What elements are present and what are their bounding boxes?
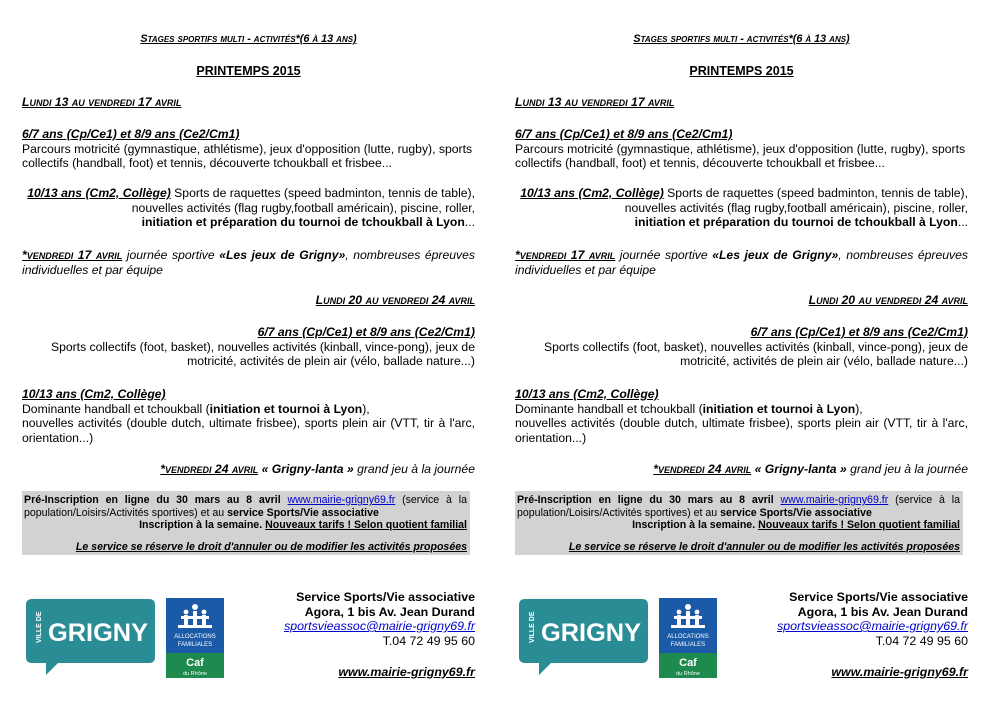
contact-address: Agora, 1 bis Av. Jean Durand (797, 604, 968, 619)
info-line2-b: . (752, 519, 759, 532)
website-link[interactable]: www.mairie-grigny69.fr (831, 665, 968, 679)
week2-special-date: *vendredi 24 avril (160, 462, 259, 476)
website-link[interactable]: www.mairie-grigny69.fr (338, 665, 475, 679)
caf-line2: FAMILIALES (177, 642, 213, 648)
week1-group-b (22, 186, 475, 230)
season-title: PRINTEMPS 2015 (689, 64, 794, 78)
week1-group-b (515, 186, 968, 230)
contact-email-link[interactable]: sportsvieassoc@mairie-grigny69.fr (777, 619, 968, 633)
caf-region: du Rhône (676, 671, 700, 677)
week1-special-text: , nombreuses épreuves individuelles et par équipe (22, 248, 475, 277)
info-line1-rest: (service à la population/Loisirs/Activités sportives) et au (24, 494, 467, 519)
info-line2-a: Inscription à la semaine (632, 519, 753, 532)
week2-group-b (22, 387, 475, 445)
week1-group-b-bold: initiation et préparation du tournoi de tchoukball à Lyon (634, 215, 958, 230)
caf-region: du Rhône (183, 671, 207, 677)
registration-box (515, 491, 963, 555)
week1-group-b-title: 10/13 ans (Cm2, Collège) (27, 186, 171, 200)
week1-group-a (515, 127, 968, 171)
header-title: Stages sportifs multi - activités*(6 à 13 ans) (140, 33, 357, 45)
registration-box (22, 491, 470, 555)
week1-group-b-title: 10/13 ans (Cm2, Collège) (520, 186, 664, 200)
week2-group-b-text2: ), (855, 401, 863, 416)
week2-title: Lundi 20 au vendredi 24 avril (808, 293, 968, 307)
week2-title: Lundi 20 au vendredi 24 avril (315, 293, 475, 307)
week2-special-event: « Grigny-lanta » (751, 462, 847, 476)
info-disclaimer: Le service se réserve le droit d'annuler ou de modifier les activités proposées (75, 540, 467, 553)
week2-group-a (22, 325, 475, 369)
info-line1-bold: Pré-Inscription en ligne du 30 mars au 8 avril (517, 494, 781, 506)
contact-phone: T.04 72 49 95 60 (875, 633, 968, 648)
week2-group-b-title: 10/13 ans (Cm2, Collège) (22, 387, 166, 401)
caf-name: Caf (186, 657, 204, 669)
flyer-left (22, 0, 475, 701)
contact-phone: T.04 72 49 95 60 (382, 633, 475, 648)
week1-special (515, 248, 968, 277)
week1-group-a (22, 127, 475, 171)
week2-special-date: *vendredi 24 avril (653, 462, 752, 476)
flyer-right (515, 0, 968, 701)
contact-address: Agora, 1 bis Av. Jean Durand (304, 604, 475, 619)
week1-group-a-title: 6/7 ans (Cp/Ce1) et 8/9 ans (Ce2/Cm1) (515, 127, 733, 141)
week2-group-a-text: Sports collectifs (foot, basket), nouvelles activités (kinball, vince-pong), jeux de motricité, activités de plein air (vélo, ballade nature...) (543, 339, 968, 369)
week1-special-event: «Les jeux de Grigny» (712, 248, 839, 262)
week1-group-a-text: Parcours motricité (gymnastique, athlétisme), jeux d'opposition (lutte, rugby), sports collectifs (handball, foot) et tennis, découverte tchoukball et frisbee... (22, 141, 473, 171)
info-line1-rest: (service à la population/Loisirs/Activités sportives) et au (517, 494, 960, 519)
contact-name: Service Sports/Vie associative (296, 590, 475, 604)
week2-group-b-text3: nouvelles activités (double dutch, ultimate frisbee), sports plein air (VTT, tir à l'arc, orientation...) (515, 416, 968, 445)
grigny-logo-small-text: VILLE DE (36, 611, 43, 643)
week2-group-a-title: 6/7 ans (Cp/Ce1) et 8/9 ans (Ce2/Cm1) (750, 325, 968, 339)
caf-line1: ALLOCATIONS (667, 634, 709, 640)
info-line2-tarifs: Nouveaux tarifs ! Selon quotient familial (758, 519, 960, 532)
week2-group-a-title: 6/7 ans (Cp/Ce1) et 8/9 ans (Ce2/Cm1) (257, 325, 475, 339)
info-line1-service: service Sports/Vie associative (227, 506, 379, 519)
week2-group-b-title: 10/13 ans (Cm2, Collège) (515, 387, 659, 401)
grigny-logo-text: GRIGNY (541, 619, 642, 647)
week1-group-b-bold: initiation et préparation du tournoi de tchoukball à Lyon (141, 215, 465, 230)
info-website-link[interactable]: www.mairie-grigny69.fr (287, 494, 396, 506)
week1-special (22, 248, 475, 277)
grigny-logo-text: GRIGNY (48, 619, 149, 647)
info-disclaimer: Le service se réserve le droit d'annuler ou de modifier les activités proposées (568, 540, 960, 553)
week1-special-event: «Les jeux de Grigny» (219, 248, 346, 262)
contact-block (515, 590, 968, 648)
week2-special-text: grand jeu à la journée (353, 462, 475, 476)
info-line2-tarifs: Nouveaux tarifs ! Selon quotient familial (265, 519, 467, 532)
caf-line2: FAMILIALES (670, 642, 706, 648)
week1-special-mid: journée sportive (615, 248, 713, 262)
week2-special-text: grand jeu à la journée (846, 462, 968, 476)
week1-group-a-title: 6/7 ans (Cp/Ce1) et 8/9 ans (Ce2/Cm1) (22, 127, 240, 141)
week1-special-date: *vendredi 17 avril (22, 248, 123, 262)
week2-group-b-bold: initiation et tournoi à Lyon (702, 401, 856, 416)
contact-block (22, 590, 475, 648)
week2-special (515, 462, 968, 477)
week2-group-b-text3: nouvelles activités (double dutch, ultimate frisbee), sports plein air (VTT, tir à l'arc, orientation...) (22, 416, 475, 445)
week1-group-b-text: Sports de raquettes (speed badminton, tennis de table), nouvelles activités (flag rugby,football américain), piscine, roller, (131, 186, 475, 215)
week2-group-a-text: Sports collectifs (foot, basket), nouvelles activités (kinball, vince-pong), jeux de motricité, activités de plein air (vélo, ballade nature...) (50, 339, 475, 369)
week2-group-a (515, 325, 968, 369)
season-title: PRINTEMPS 2015 (196, 64, 301, 78)
week2-group-b-text1: Dominante handball et tchoukball ( (22, 401, 210, 416)
week1-special-text: , nombreuses épreuves individuelles et par équipe (515, 248, 968, 277)
week1-special-mid: journée sportive (122, 248, 220, 262)
header-title: Stages sportifs multi - activités*(6 à 13 ans) (633, 33, 850, 45)
week1-group-a-text: Parcours motricité (gymnastique, athlétisme), jeux d'opposition (lutte, rugby), sports collectifs (handball, foot) et tennis, découverte tchoukball et frisbee... (515, 141, 966, 171)
info-website-link[interactable]: www.mairie-grigny69.fr (780, 494, 889, 506)
week1-group-b-end: ... (464, 215, 475, 230)
grigny-logo-small-text: VILLE DE (529, 611, 536, 643)
week2-group-b-bold: initiation et tournoi à Lyon (209, 401, 363, 416)
week1-title: Lundi 13 au vendredi 17 avril (22, 95, 182, 109)
week2-group-b (515, 387, 968, 445)
week1-special-date: *vendredi 17 avril (515, 248, 616, 262)
info-line2-a: Inscription à la semaine (139, 519, 260, 532)
info-line1-service: service Sports/Vie associative (720, 506, 872, 519)
contact-name: Service Sports/Vie associative (789, 590, 968, 604)
week2-group-b-text1: Dominante handball et tchoukball ( (515, 401, 703, 416)
info-line1-bold: Pré-Inscription en ligne du 30 mars au 8 avril (24, 494, 288, 506)
caf-line1: ALLOCATIONS (174, 634, 216, 640)
week2-special (22, 462, 475, 477)
contact-email-link[interactable]: sportsvieassoc@mairie-grigny69.fr (284, 619, 475, 633)
week2-group-b-text2: ), (362, 401, 370, 416)
week1-group-b-text: Sports de raquettes (speed badminton, tennis de table), nouvelles activités (flag rugby,football américain), piscine, roller, (624, 186, 968, 215)
week2-special-event: « Grigny-lanta » (258, 462, 354, 476)
week1-title: Lundi 13 au vendredi 17 avril (515, 95, 675, 109)
info-line2-b: . (259, 519, 266, 532)
caf-name: Caf (679, 657, 697, 669)
week1-group-b-end: ... (957, 215, 968, 230)
